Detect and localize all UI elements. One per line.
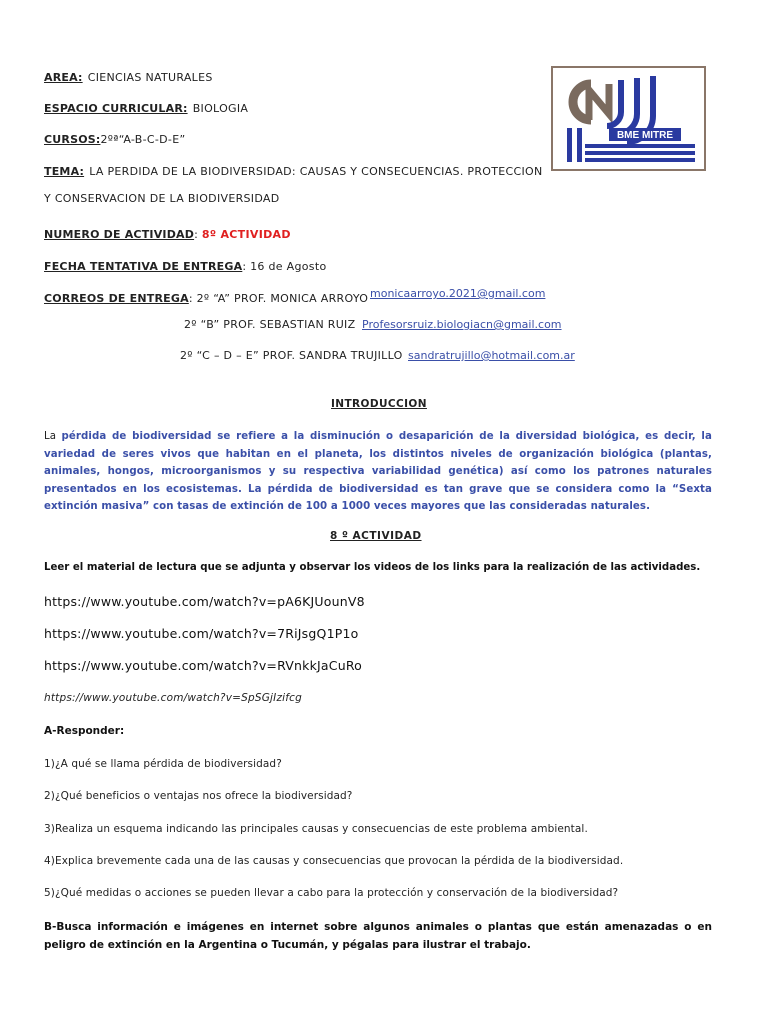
- section-a-title: A-Responder:: [44, 725, 125, 737]
- question-2: 2)¿Qué beneficios o ventajas nos ofrece la biodiversidad?: [44, 790, 353, 802]
- question-3: 3)Realiza un esquema indicando las principales causas y consecuencias de este problema ambiental.: [44, 823, 588, 835]
- correos-line: CORREOS DE ENTREGA: 2º “A” PROF. MONICA ARROYO: [44, 292, 369, 305]
- correo-curso-b: 2º “B” PROF. SEBASTIAN RUIZ: [184, 318, 356, 331]
- section-b-paragraph: B-Busca información e imágenes en internet sobre algunos animales o plantas que están amenazadas o en peligro de extinción en la Argentina o Tucumán, y pégalas para ilustrar el trabajo.: [44, 921, 712, 951]
- actividad-line: NUMERO DE ACTIVIDAD: 8º ACTIVIDAD: [44, 228, 291, 241]
- video-link-2[interactable]: https://www.youtube.com/watch?v=7RiJsgQ1P1o: [44, 626, 359, 641]
- logo-emblem-icon: [553, 68, 704, 169]
- video-link-4[interactable]: https://www.youtube.com/watch?v=SpSGjIzifcg: [44, 692, 303, 704]
- tema-value-2: Y CONSERVACION DE LA BIODIVERSIDAD: [44, 192, 280, 205]
- school-logo: [551, 66, 706, 171]
- video-link-3[interactable]: https://www.youtube.com/watch?v=RVnkkJaCuRo: [44, 658, 363, 673]
- fecha-line: FECHA TENTATIVA DE ENTREGA: 16 de Agosto: [44, 260, 327, 273]
- fecha-label: FECHA TENTATIVA DE ENTREGA: [44, 260, 243, 273]
- intro-body: pérdida de biodiversidad se refiere a la disminución o desaparición de la diversidad biológica, es decir, la variedad de seres vivos que habitan en el planeta, los distintos niveles de organización biológica (plantas, animales, hongos, microorganismos y su respectiva variabilidad genética) así como los patrones naturales presentados en los ecosistemas. La pérdida de biodiversidad es tan grave que se considera como la “Sexta extinción masiva” con tasas de extinción de 100 a 1000 veces mayores que las consideradas naturales.: [44, 431, 712, 512]
- cursos-value: 2ºª“A-B-C-D-E”: [100, 133, 186, 146]
- logo-text: BME MITRE: [616, 130, 674, 141]
- activity-title: 8 º ACTIVIDAD: [330, 530, 422, 542]
- cursos-line: [44, 128, 185, 147]
- question-5: 5)¿Qué medidas o acciones se pueden llevar a cabo para la protección y conservación de la biodiversidad?: [44, 887, 619, 899]
- tema-line: [44, 160, 543, 179]
- actividad-label: NUMERO DE ACTIVIDAD: [44, 228, 195, 241]
- intro-title: INTRODUCCION: [331, 398, 427, 410]
- actividad-value: 8º ACTIVIDAD: [201, 228, 291, 241]
- tema-label: TEMA:: [44, 165, 85, 178]
- question-4: 4)Explica brevemente cada una de las causas y consecuencias que provocan la pérdida de la biodiversidad.: [44, 855, 624, 867]
- cursos-label: CURSOS:: [44, 133, 101, 146]
- area-value: CIENCIAS NATURALES: [87, 71, 213, 84]
- activity-instruction: Leer el material de lectura que se adjunta y observar los videos de los links para la realización de las actividades.: [44, 562, 701, 573]
- question-1: 1)¿A qué se llama pérdida de biodiversidad?: [44, 758, 282, 770]
- correo-curso-cde: 2º “C – D – E” PROF. SANDRA TRUJILLO: [180, 349, 403, 362]
- email-link-a[interactable]: monicaarroyo.2021@gmail.com: [370, 287, 546, 300]
- tema-value-1: LA PERDIDA DE LA BIODIVERSIDAD: CAUSAS Y CONSECUENCIAS. PROTECCION: [89, 165, 543, 178]
- correos-label: CORREOS DE ENTREGA: [44, 292, 189, 305]
- espacio-value: BIOLOGIA: [192, 102, 249, 115]
- area-line: [44, 66, 213, 85]
- intro-paragraph: [44, 428, 712, 516]
- intro-lead: La: [44, 431, 62, 442]
- correo-curso-a: 2º “A” PROF. MONICA ARROYO: [196, 292, 369, 305]
- video-link-1[interactable]: https://www.youtube.com/watch?v=pA6KJUounV8: [44, 594, 365, 609]
- fecha-value: 16 de Agosto: [250, 260, 327, 273]
- espacio-label: ESPACIO CURRICULAR:: [44, 102, 188, 115]
- espacio-line: [44, 97, 248, 116]
- email-link-b[interactable]: Profesorsruiz.biologiacn@gmail.com: [362, 318, 562, 331]
- area-label: AREA:: [44, 71, 83, 84]
- email-link-cde[interactable]: sandratrujillo@hotmail.com.ar: [408, 349, 575, 362]
